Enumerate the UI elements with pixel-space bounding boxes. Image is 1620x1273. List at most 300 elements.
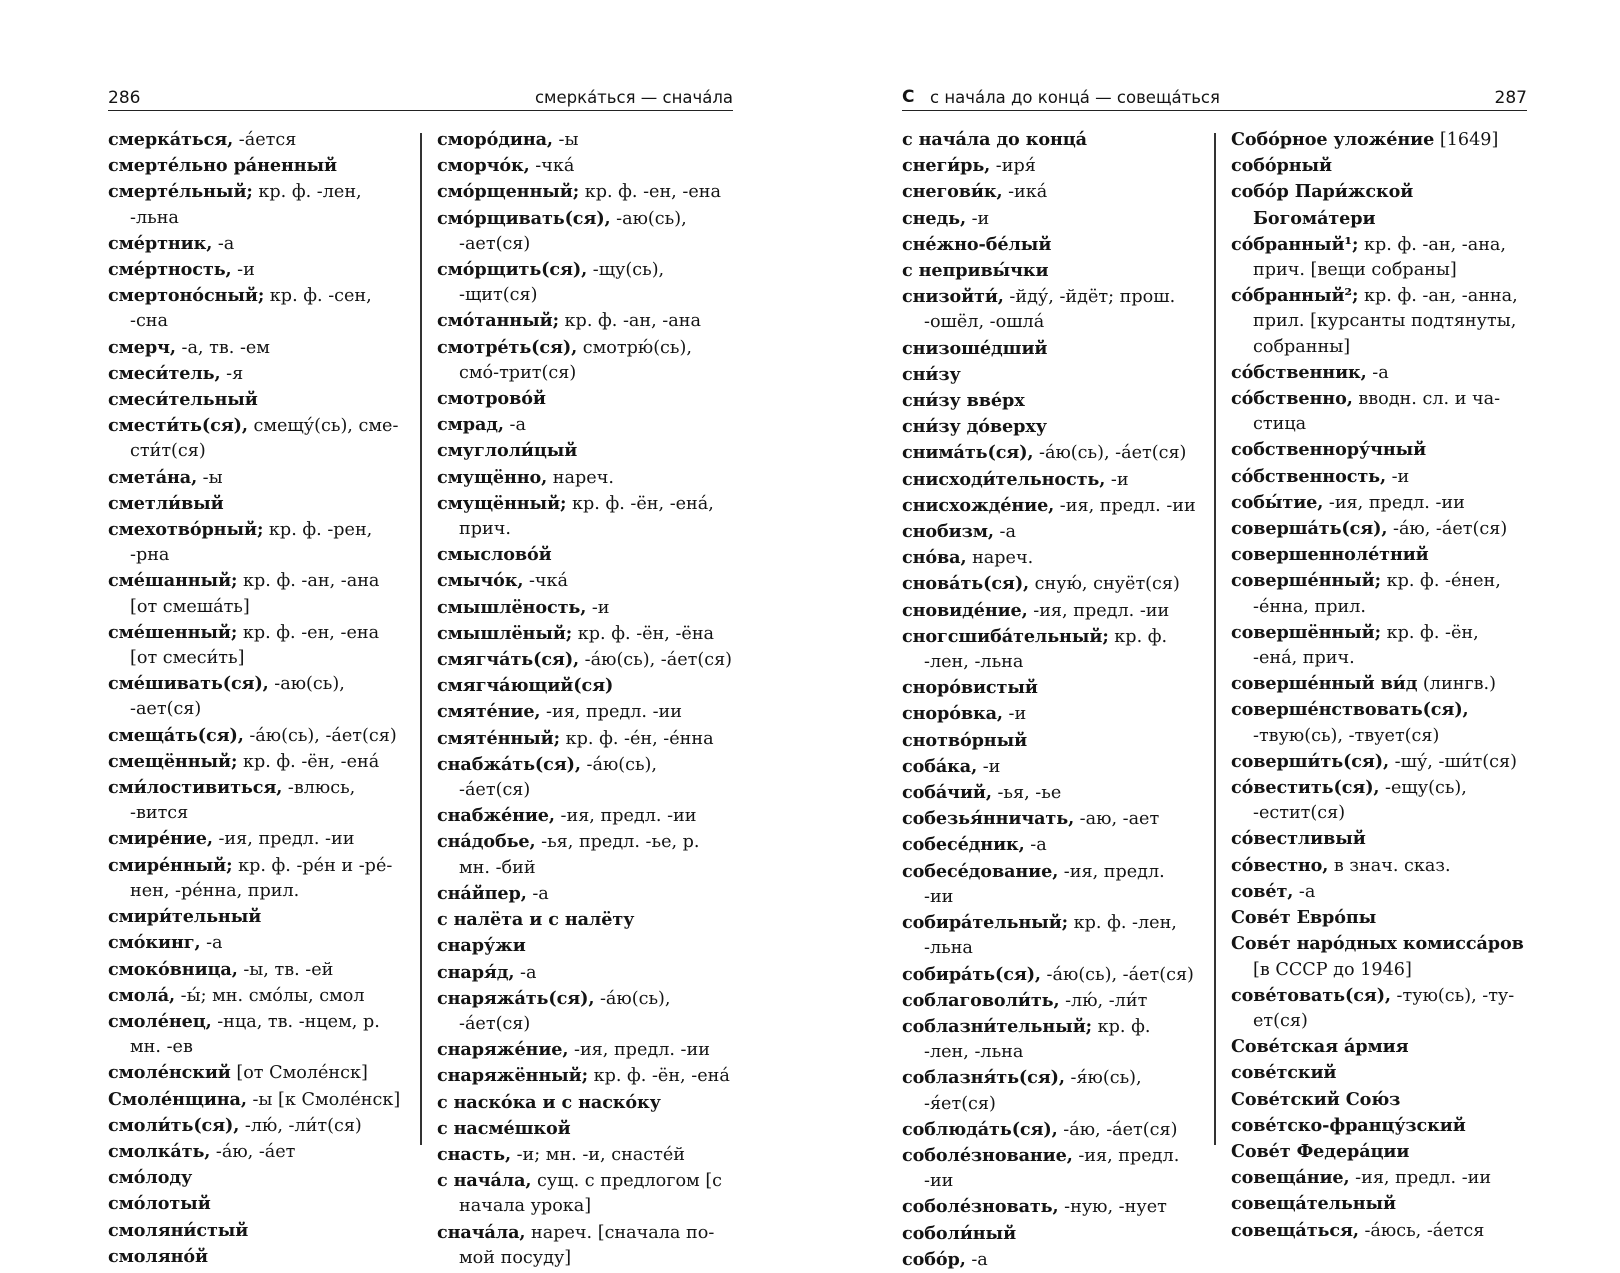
dictionary-entry (437, 986, 733, 1037)
dictionary-entry (108, 127, 404, 153)
dictionary-entry (437, 803, 733, 829)
entry-headword: соблаговоли́ть, (902, 989, 1060, 1011)
entry-grammar: -а́ю(сь), -а́ет(ся) (579, 650, 733, 671)
left-page-header (108, 80, 733, 111)
entry-headword: совеща́тельный (1231, 1193, 1397, 1215)
entry-grammar: смотрю́(сь), смо́-трит(ся) (459, 337, 692, 383)
entry-headword: сно́ва, (902, 547, 967, 569)
dictionary-entry (108, 1113, 404, 1139)
dictionary-entry (437, 206, 733, 257)
dictionary-entry (902, 962, 1198, 988)
entry-grammar: кр. ф. -ен, -ена (579, 182, 721, 203)
entry-grammar: -и; мн. -и, снасте́й (510, 1144, 686, 1165)
entry-grammar: -и (231, 260, 255, 281)
dictionary-entry (1231, 775, 1527, 826)
dictionary-entry (902, 1221, 1198, 1247)
entry-headword: снизоше́дший (902, 337, 1048, 359)
dictionary-entry (437, 335, 733, 386)
dictionary-entry (437, 1063, 733, 1089)
entry-headword: снасть, (437, 1143, 511, 1165)
entry-grammar: -а́ю, -а́ет(ся) (1057, 1119, 1178, 1140)
dictionary-entry (1231, 153, 1527, 179)
entry-headword: со́бственность, (1231, 465, 1386, 487)
entry-grammar: -ия, предл. -ии (554, 806, 697, 827)
dictionary-entry (1231, 1113, 1527, 1139)
page-number: 286 (108, 88, 141, 108)
running-head: смерка́ться — снача́ла (534, 88, 733, 107)
entry-headword: смерка́ться, (108, 129, 234, 150)
dictionary-entry (1231, 360, 1527, 386)
entry-headword: с наско́ка и с наско́ку (437, 1091, 661, 1113)
dictionary-entry (1231, 983, 1527, 1034)
entry-headword: Сове́т наро́дных комисса́ров (1231, 933, 1524, 955)
dictionary-entry (437, 1220, 733, 1271)
entry-headword: соверша́ть(ся), (1231, 518, 1388, 540)
dictionary-entry (437, 752, 733, 803)
dictionary-entry (902, 519, 1198, 545)
entry-grammar: -а (200, 933, 223, 954)
dictionary-entry (902, 675, 1198, 701)
dictionary-entry (437, 127, 733, 153)
entry-grammar: -а́ю(сь), -а́ет(ся) (1040, 964, 1194, 985)
entry-headword: смо́рщить(ся), (437, 259, 588, 281)
entry-headword: смо́лотый (108, 1193, 211, 1215)
dictionary-entry (1231, 931, 1527, 982)
dictionary-entry (1231, 1191, 1527, 1217)
entry-grammar: -шу́, -ши́т(ся) (1389, 751, 1517, 772)
entry-headword: Сове́тская а́рмия (1231, 1036, 1409, 1058)
entry-headword: сми́лостивиться, (108, 777, 283, 799)
entry-headword: снотво́рный (902, 729, 1028, 751)
entry-grammar: кр. ф. -ан, -анна, прил. [курсанты подтянуты, собранны] (1253, 286, 1518, 357)
dictionary-entry (1231, 516, 1527, 542)
column (902, 127, 1198, 1273)
entry-grammar: кр. ф. -е́н, -е́нна (560, 728, 714, 749)
entry-grammar: -ы (552, 130, 579, 150)
dictionary-entry (1231, 283, 1527, 360)
entry-headword: сни́зу вве́рх (902, 390, 1025, 412)
entry-grammar: -аю(сь), -ает(ся) (459, 208, 687, 254)
entry-headword: смести́ть(ся), (108, 415, 248, 437)
entry-headword: совеща́ние, (1231, 1167, 1350, 1189)
left-page (108, 80, 733, 1268)
dictionary-entry (1231, 671, 1527, 697)
dictionary-entry (108, 568, 404, 619)
entry-headword: с нача́ла, (437, 1170, 532, 1192)
dictionary-entry (902, 545, 1198, 571)
dictionary-entry (437, 933, 733, 959)
entry-headword: сме́ртность, (108, 259, 232, 281)
entry-grammar: кр. ф. -ён, -ена́ (587, 1066, 730, 1087)
entry-headword: смо́лоду (108, 1167, 193, 1189)
entry-headword: снова́ть(ся), (902, 573, 1030, 595)
dictionary-entry (1231, 620, 1527, 671)
column (1231, 127, 1527, 1244)
entry-grammar: -ия, предл. -ии (1323, 492, 1465, 513)
dictionary-entry (108, 335, 404, 361)
column-divider (1214, 133, 1216, 1145)
entry-headword: смяте́ние, (437, 701, 541, 723)
entry-grammar: -ия, предл. -ии (1027, 600, 1170, 621)
entry-headword: сме́шивать(ся), (108, 673, 269, 695)
dictionary-entry (437, 568, 733, 594)
dictionary-entry (108, 413, 404, 464)
dictionary-entry (902, 832, 1198, 858)
entry-headword: снача́ла, (437, 1221, 526, 1243)
entry-headword: соба́ка, (902, 755, 978, 777)
dictionary-entry (902, 1247, 1198, 1273)
entry-headword: смолка́ть, (108, 1140, 211, 1162)
entry-grammar: кр. ф. -е́нен, -е́нна, прил. (1253, 571, 1501, 617)
entry-headword: сме́шанный; (108, 570, 238, 592)
entry-headword: соверше́нный; (1231, 570, 1382, 592)
entry-headword: собственнору́чный (1231, 439, 1427, 461)
dictionary-entry (902, 806, 1198, 832)
dictionary-entry (108, 257, 404, 283)
entry-grammar: кр. ф. -лен, -льна (924, 626, 1168, 673)
dictionary-entry (902, 624, 1198, 675)
entry-headword: смире́ние, (108, 828, 213, 850)
entry-headword: сове́товать(ся), (1231, 984, 1391, 1006)
entry-grammar: сную́, снуёт(ся) (1029, 574, 1180, 595)
dictionary-entry (902, 1117, 1198, 1143)
entry-grammar: -а (212, 233, 235, 254)
dictionary-entry (902, 414, 1198, 440)
entry-headword: смотрово́й (437, 388, 546, 410)
entry-grammar: -ия, предл. -ии (1349, 1168, 1492, 1189)
dictionary-entry (108, 517, 404, 568)
entry-headword: Собо́рное уложе́ние (1231, 129, 1435, 150)
entry-headword: смягча́ющий(ся) (437, 675, 614, 697)
dictionary-entry (902, 362, 1198, 388)
entry-headword: снизойти́, (902, 286, 1004, 308)
entry-headword: смрад, (437, 414, 504, 436)
entry-headword: смоляни́стый (108, 1219, 249, 1241)
entry-headword: смоле́нец, (108, 1010, 212, 1032)
entry-grammar: [в СССР до 1946] (1253, 959, 1412, 980)
dictionary-entry (437, 960, 733, 986)
right-page-header (902, 80, 1527, 111)
entry-headword: сме́ртник, (108, 232, 213, 254)
entry-headword: соболе́зновать, (902, 1196, 1059, 1218)
entry-headword: смотре́ть(ся), (437, 336, 578, 358)
entry-grammar: -а (526, 883, 549, 904)
dictionary-entry (108, 904, 404, 930)
entry-headword: смола́, (108, 984, 176, 1006)
entry-grammar: -а (965, 1249, 988, 1270)
entry-headword: со́бранный²; (1231, 285, 1359, 307)
entry-headword: сове́тско-францу́зский (1231, 1114, 1466, 1136)
dictionary-entry (902, 153, 1198, 179)
entry-grammar: -а́ется (233, 130, 297, 150)
dictionary-entry (437, 491, 733, 542)
entry-headword: Смоле́нщина, (108, 1088, 247, 1110)
dictionary-entry (108, 749, 404, 775)
dictionary-entry (1231, 749, 1527, 775)
dictionary-entry (1231, 1034, 1527, 1060)
dictionary-entry (902, 728, 1198, 754)
entry-headword: снедь, (902, 207, 966, 229)
entry-headword: сноро́вка, (902, 703, 1003, 725)
column (437, 127, 733, 1271)
entry-grammar: -я́ю(сь), -я́ет(ся) (924, 1068, 1142, 1114)
entry-grammar: -ия, предл. -ии (568, 1040, 710, 1061)
entry-headword: сморо́дина, (437, 129, 553, 150)
entry-headword: со́вестить(ся), (1231, 777, 1380, 799)
entry-headword: Сове́тский Сою́з (1231, 1088, 1401, 1110)
dictionary-entry (108, 1139, 404, 1165)
entry-grammar: -я (220, 363, 244, 384)
entry-headword: собо́р, (902, 1248, 966, 1270)
entry-headword: соверше́нствовать(ся), (1231, 699, 1469, 721)
running-head: с нача́ла до конца́ — совеща́ться (930, 88, 1220, 107)
entry-grammar: -твую(сь), -твует(ся) (1253, 725, 1440, 746)
dictionary-entry (437, 179, 733, 205)
entry-headword: со́бственно, (1231, 388, 1353, 410)
entry-headword: соблюда́ть(ся), (902, 1118, 1058, 1140)
dictionary-entry (902, 232, 1198, 258)
entry-headword: соболе́знование, (902, 1144, 1073, 1166)
dictionary-entry (437, 438, 733, 464)
entry-headword: снару́жи (437, 935, 526, 957)
dictionary-entry (902, 988, 1198, 1014)
entry-grammar: -чка́ (529, 156, 575, 177)
entry-headword: смяте́нный; (437, 727, 561, 749)
entry-headword: сна́йпер, (437, 882, 527, 904)
dictionary-entry (108, 1191, 404, 1217)
entry-grammar: -влюсь, -вится (130, 778, 356, 824)
entry-headword: сме́шенный; (108, 621, 238, 643)
dictionary-entry (902, 1014, 1198, 1065)
dictionary-entry (902, 284, 1198, 335)
entry-headword: смири́тельный (108, 906, 262, 928)
dictionary-entry (437, 1090, 733, 1116)
entry-grammar: -и (965, 208, 990, 229)
entry-grammar: -и (977, 756, 1001, 777)
dictionary-entry (108, 957, 404, 983)
dictionary-entry (108, 465, 404, 491)
entry-headword: Сове́т Евро́пы (1231, 907, 1377, 929)
entry-headword: со́бранный¹; (1231, 233, 1359, 255)
entry-grammar: нареч. [сначала по-мой посуду] (459, 1222, 715, 1268)
entry-headword: снаряже́ние, (437, 1039, 569, 1061)
entry-grammar: -а́ю, -а́ет (210, 1141, 296, 1162)
entry-grammar: -щу(сь), -щит(ся) (459, 260, 665, 306)
dictionary-entry (437, 257, 733, 308)
entry-grammar: -иря́ (990, 156, 1036, 177)
dictionary-entry (902, 859, 1198, 910)
dictionary-entry (437, 673, 733, 699)
entry-headword: смеща́ть(ся), (108, 724, 244, 746)
right-page (902, 80, 1527, 1270)
entry-headword: сове́тский (1231, 1062, 1337, 1084)
dictionary-entry (902, 388, 1198, 414)
entry-grammar: -аю, -ает (1074, 809, 1160, 830)
entry-headword: смо́рщивать(ся), (437, 207, 611, 229)
entry-grammar: [от Смоле́нск] (230, 1063, 368, 1084)
dictionary-entry (108, 930, 404, 956)
dictionary-entry (902, 598, 1198, 624)
entry-headword: смущённо, (437, 466, 548, 488)
entry-grammar: нареч. (547, 467, 614, 488)
dictionary-entry (108, 387, 404, 413)
entry-grammar: кр. ф. -ан, -ана (558, 311, 701, 332)
entry-grammar: кр. ф. -ен, -ена [от смеси́ть] (130, 622, 380, 669)
entry-headword: снегови́к, (902, 181, 1003, 203)
dictionary-entry (108, 620, 404, 671)
dictionary-entry (1231, 232, 1527, 283)
entry-grammar: -а (1366, 362, 1389, 383)
dictionary-entry (1231, 697, 1527, 748)
entry-grammar: -тую(сь), -ту-ет(ся) (1253, 985, 1515, 1031)
entry-grammar: кр. ф. -ён, -ена́ (237, 751, 380, 772)
dictionary-entry (437, 621, 733, 647)
entry-headword: смо́танный; (437, 310, 559, 332)
dictionary-entry (1231, 542, 1527, 568)
entry-headword: собесе́дник, (902, 834, 1025, 856)
entry-grammar: -ия, предл. -ии (212, 829, 355, 850)
entry-headword: снима́ть(ся), (902, 442, 1034, 464)
entry-headword: совеща́ться, (1231, 1219, 1359, 1241)
entry-headword: совершённый; (1231, 621, 1382, 643)
entry-grammar: -и (1105, 469, 1129, 490)
entry-headword: сноро́вистый (902, 677, 1038, 699)
entry-grammar: -аю(сь), -ает(ся) (130, 674, 345, 720)
entry-grammar: смещу́(сь), сме-сти́т(ся) (130, 416, 399, 462)
entry-grammar: [1649] (1434, 130, 1499, 150)
dictionary-entry (437, 595, 733, 621)
dictionary-entry (1231, 127, 1527, 153)
entry-headword: с насме́шкой (437, 1117, 571, 1139)
entry-grammar: -а (514, 962, 537, 983)
entry-headword: снабже́ние, (437, 805, 555, 827)
dictionary-entry (1231, 905, 1527, 931)
entry-grammar: -ещу(сь), -естит(ся) (1253, 778, 1467, 824)
entry-headword: смоко́вница, (108, 958, 238, 980)
entry-grammar: -ия, предл. -ии (924, 861, 1165, 907)
dictionary-entry (1231, 386, 1527, 437)
entry-grammar: кр. ф. -ён, -ёна (572, 623, 715, 644)
entry-headword: смерч, (108, 336, 176, 358)
dictionary-entry (902, 780, 1198, 806)
entry-grammar: -а (1293, 881, 1316, 902)
entry-headword: со́бственник, (1231, 361, 1367, 383)
dictionary-entry (108, 671, 404, 722)
entry-headword: собезья́нничать, (902, 808, 1075, 830)
entry-headword: с нача́ла до конца́ (902, 129, 1087, 150)
entry-headword: смышлёный; (437, 622, 573, 644)
dictionary-entry (902, 179, 1198, 205)
dictionary-entry (437, 412, 733, 438)
entry-grammar: -лю́, -ли́т(ся) (239, 1115, 362, 1136)
dictionary-entry (437, 1037, 733, 1063)
entry-grammar: -а́ю, -а́ет(ся) (1387, 519, 1508, 540)
entry-headword: смерте́льно ра́ненный (108, 155, 337, 177)
dictionary-entry (108, 983, 404, 1009)
entry-grammar: -ия, предл. -ии (924, 1145, 1180, 1192)
entry-headword: снаря́д, (437, 961, 515, 983)
entry-headword: снисходи́тельность, (902, 468, 1106, 490)
dictionary-entry (902, 206, 1198, 232)
entry-headword: снаряжа́ть(ся), (437, 987, 595, 1009)
entry-grammar: -ия, предл. -ии (540, 702, 682, 723)
dictionary-entry (437, 647, 733, 673)
dictionary-entry (1231, 1060, 1527, 1086)
entry-headword: соба́чий, (902, 782, 992, 804)
entry-headword: снаряжённый; (437, 1065, 588, 1087)
dictionary-entry (1231, 1087, 1527, 1113)
entry-headword: соблазня́ть(ся), (902, 1067, 1065, 1089)
dictionary-entry (108, 1244, 404, 1270)
entry-headword: сновиде́ние, (902, 599, 1028, 621)
entry-grammar: -а́ю(сь), -а́ет(ся) (459, 988, 671, 1034)
dictionary-entry (108, 283, 404, 334)
entry-grammar: кр. ф. -ре́н и -ре́-нен, -ре́нна, прил. (130, 855, 393, 901)
entry-grammar: -ика́ (1002, 182, 1048, 203)
entry-grammar: -ы (197, 467, 223, 488)
entry-grammar: -а (503, 415, 526, 436)
dictionary-entry (437, 1142, 733, 1168)
entry-headword: смо́кинг, (108, 932, 201, 954)
entry-headword: соболи́ный (902, 1222, 1017, 1244)
entry-grammar: -ья, -ье (991, 783, 1062, 804)
dictionary-entry (1231, 1165, 1527, 1191)
entry-headword: собесе́дование, (902, 860, 1059, 882)
entry-headword: сна́добье, (437, 831, 536, 853)
dictionary-entry (437, 542, 733, 568)
entry-headword: смуглоли́цый (437, 440, 578, 462)
entry-headword: смоли́ть(ся), (108, 1114, 240, 1136)
dictionary-entry (1231, 568, 1527, 619)
entry-headword: смягча́ть(ся), (437, 649, 580, 671)
dictionary-entry (1231, 826, 1527, 852)
entry-grammar: -а́ю(сь), -а́ет(ся) (459, 754, 658, 801)
entry-headword: смущённый; (437, 492, 567, 514)
dictionary-entry (108, 853, 404, 904)
entry-grammar: нареч. (966, 548, 1034, 569)
entry-headword: смире́нный; (108, 854, 233, 876)
entry-headword: снеги́рь, (902, 155, 991, 177)
dictionary-entry (108, 491, 404, 517)
dictionary-entry (902, 127, 1198, 153)
entry-grammar: -а (1024, 835, 1047, 856)
entry-headword: сни́зу до́верху (902, 416, 1047, 438)
entry-headword: соверше́нный ви́д (1231, 673, 1418, 695)
entry-headword: сне́жно-бе́лый (902, 233, 1052, 255)
entry-grammar: кр. ф. -ён, -ена́, прич. (459, 493, 714, 540)
entry-grammar: -ы́; мн. смо́лы, смол (175, 985, 365, 1006)
entry-grammar: -а (993, 522, 1016, 543)
column (108, 127, 404, 1270)
entry-grammar: кр. ф. -ан, -ана, прич. [вещи собраны] (1253, 234, 1507, 281)
entry-headword: собира́тельный; (902, 912, 1069, 934)
entry-headword: смертоно́сный; (108, 285, 265, 307)
dictionary-entry (902, 258, 1198, 284)
entry-grammar: (лингв.) (1417, 674, 1497, 695)
dictionary-entry (108, 826, 404, 852)
entry-grammar: -и (1386, 466, 1410, 487)
dictionary-entry (902, 571, 1198, 597)
dictionary-entry (902, 1065, 1198, 1116)
dictionary-entry (902, 1194, 1198, 1220)
entry-grammar: кр. ф. -сен, -сна (130, 286, 372, 332)
entry-grammar: кр. ф. -лен, -льна (924, 913, 1177, 959)
entry-grammar: в знач. сказ. (1328, 855, 1451, 876)
entry-grammar: кр. ф. -ён, -ена́, прич. (1253, 622, 1479, 669)
entry-headword: сни́зу (902, 363, 961, 385)
entry-grammar: -и (1002, 704, 1027, 725)
entry-headword: смычо́к, (437, 570, 524, 592)
